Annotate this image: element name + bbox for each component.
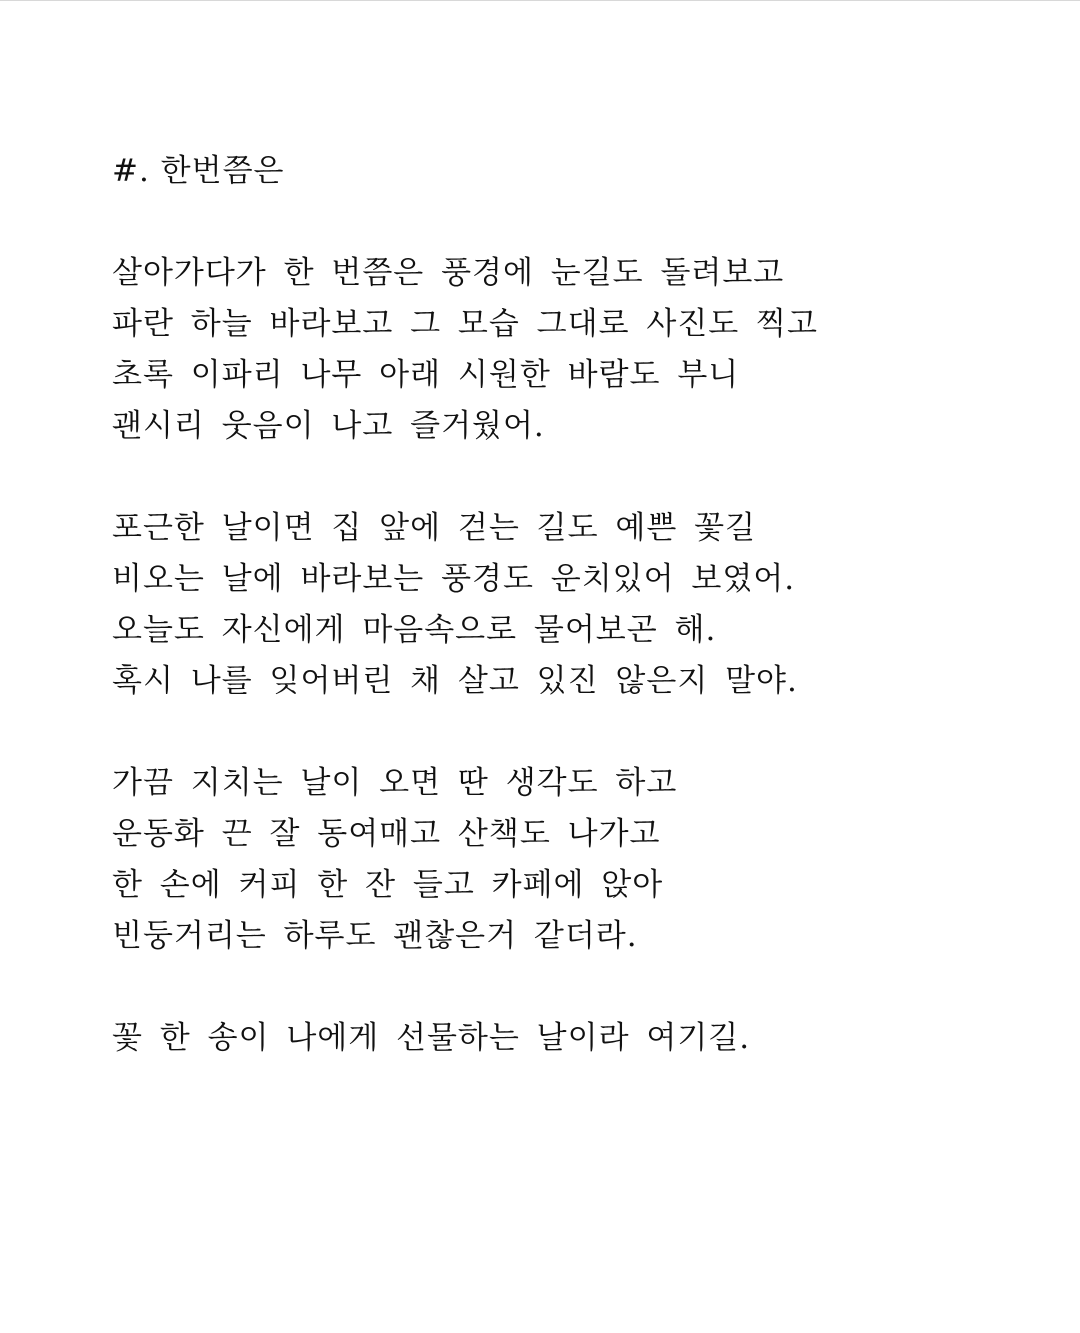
poem-line: 살아가다가 한 번쯤은 풍경에 눈길도 돌려보고 bbox=[112, 255, 785, 291]
poem-line: 한 손에 커피 한 잔 들고 카페에 앉아 bbox=[112, 867, 664, 903]
poem-line: 빈둥거리는 하루도 괜찮은거 같더라. bbox=[112, 918, 638, 954]
poem-line: 괜시리 웃음이 나고 즐거웠어. bbox=[112, 408, 545, 444]
poem-title: #. 한번쯤은 bbox=[112, 153, 285, 189]
poem-line: 포근한 날이면 집 앞에 걷는 길도 예쁜 꽃길 bbox=[112, 510, 757, 546]
stanza-4 bbox=[112, 1013, 1012, 1064]
poem-line: 비오는 날에 바라보는 풍경도 운치있어 보였어. bbox=[112, 561, 796, 597]
poem-line: 가끔 지치는 날이 오면 딴 생각도 하고 bbox=[112, 765, 678, 801]
stanza-2 bbox=[112, 503, 1012, 707]
stanza-3 bbox=[112, 758, 1012, 962]
poem-line: 오늘도 자신에게 마음속으로 물어보곤 해. bbox=[112, 612, 717, 648]
top-divider bbox=[0, 0, 1080, 1]
poem-line: 혹시 나를 잊어버린 채 살고 있진 않은지 말야. bbox=[112, 663, 798, 699]
poem-body bbox=[112, 146, 1012, 1064]
poem-line: 초록 이파리 나무 아래 시원한 바람도 부니 bbox=[112, 357, 740, 393]
stanza-1 bbox=[112, 248, 1012, 452]
poem-line: 파란 하늘 바라보고 그 모습 그대로 사진도 찍고 bbox=[112, 306, 818, 342]
poem-line: 운동화 끈 잘 동여매고 산책도 나가고 bbox=[112, 816, 661, 852]
poem-line: 꽃 한 송이 나에게 선물하는 날이라 여기길. bbox=[112, 1020, 751, 1056]
